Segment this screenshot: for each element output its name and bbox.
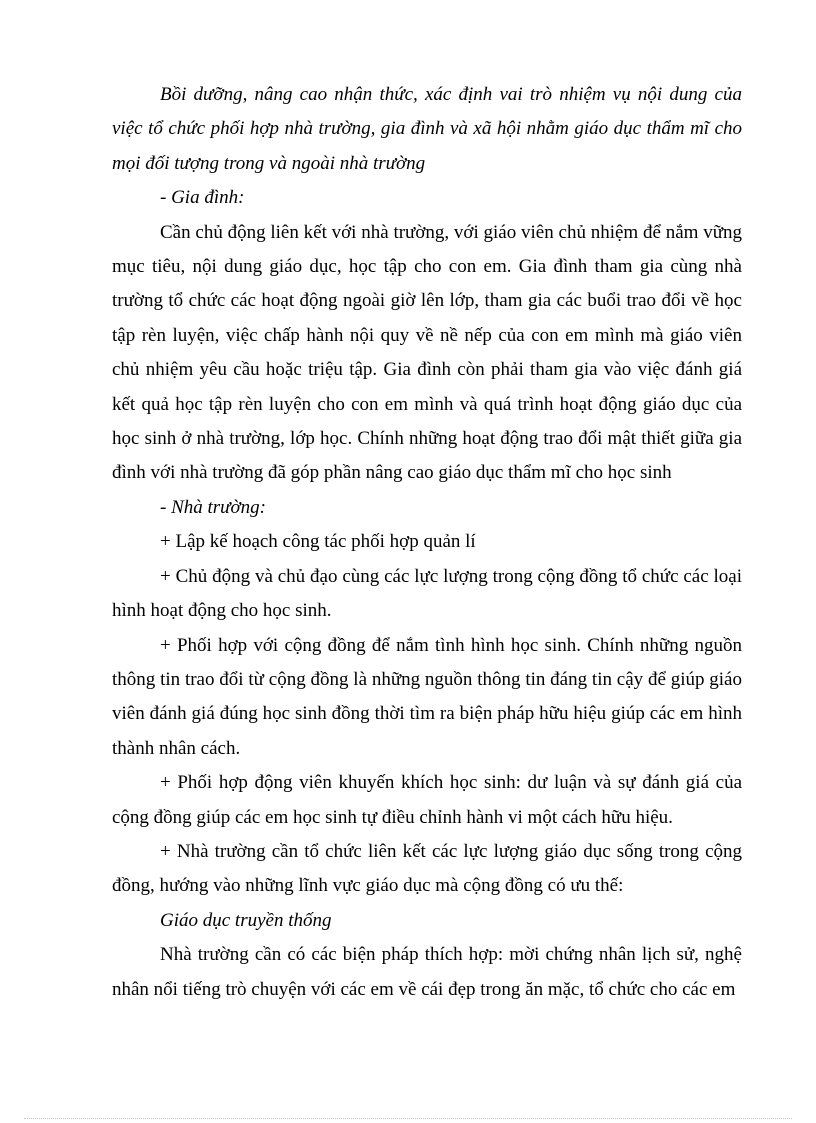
list-item: + Lập kế hoạch công tác phối hợp quản lí <box>160 531 476 553</box>
document-body <box>112 78 742 1007</box>
list-item: + Chủ động và chủ đạo cùng các lực lượng trong cộng đồng tổ chức các loại hình hoạt động cho học sinh. <box>112 565 742 622</box>
page-bottom-divider <box>24 1118 792 1119</box>
subheading-giao-duc-truyen-thong: Giáo dục truyền thống <box>160 909 332 931</box>
intro-paragraph: Bồi dưỡng, nâng cao nhận thức, xác định vai trò nhiệm vụ nội dung của việc tổ chức phối hợp nhà trường, gia đình và xã hội nhằm giáo dục thẩm mĩ cho mọi đối tượng trong và ngoài nhà trường <box>112 84 742 174</box>
heading-nha-truong: - Nhà trường: <box>160 496 267 518</box>
tradition-paragraph: Nhà trường cần có các biện pháp thích hợp: mời chứng nhân lịch sử, nghệ nhân nổi tiếng trò chuyện với các em về cái đẹp trong ăn mặc, tổ chức cho các em <box>112 944 742 1000</box>
list-item: + Nhà trường cần tổ chức liên kết các lực lượng giáo dục sống trong cộng đồng, hướng vào những lĩnh vực giáo dục mà cộng đồng có ưu thế: <box>112 840 742 897</box>
list-item: + Phối hợp với cộng đồng để nắm tình hình học sinh. Chính những nguồn thông tin trao đổi từ cộng đồng là những nguồn thông tin đáng tin cậy để giúp giáo viên đánh giá đúng học sinh đồng thời tìm ra biện pháp hữu hiệu giúp các em hình thành nhân cách. <box>112 634 742 759</box>
family-paragraph: Cần chủ động liên kết với nhà trường, với giáo viên chủ nhiệm để nắm vững mục tiêu, nội dung giáo dục, học tập cho con em. Gia đình tham gia cùng nhà trường tổ chức các hoạt động ngoài giờ lên lớp, tham gia các buổi trao đổi về học tập rèn luyện, việc chấp hành nội quy về nề nếp của con em mình mà giáo viên chủ nhiệm yêu cầu hoặc triệu tập. Gia đình còn phải tham gia vào việc đánh giá kết quả học tập rèn luyện cho con em mình và quá trình hoạt động giáo dục của học sinh ở nhà trường, lớp học. Chính những hoạt động trao đổi mật thiết giữa gia đình với nhà trường đã góp phần nâng cao giáo dục thẩm mĩ cho học sinh <box>112 221 742 484</box>
heading-gia-dinh: - Gia đình: <box>160 187 245 209</box>
list-item: + Phối hợp động viên khuyến khích học sinh: dư luận và sự đánh giá của cộng đồng giúp các em học sinh tự điều chỉnh hành vi một cách hữu hiệu. <box>112 772 742 828</box>
